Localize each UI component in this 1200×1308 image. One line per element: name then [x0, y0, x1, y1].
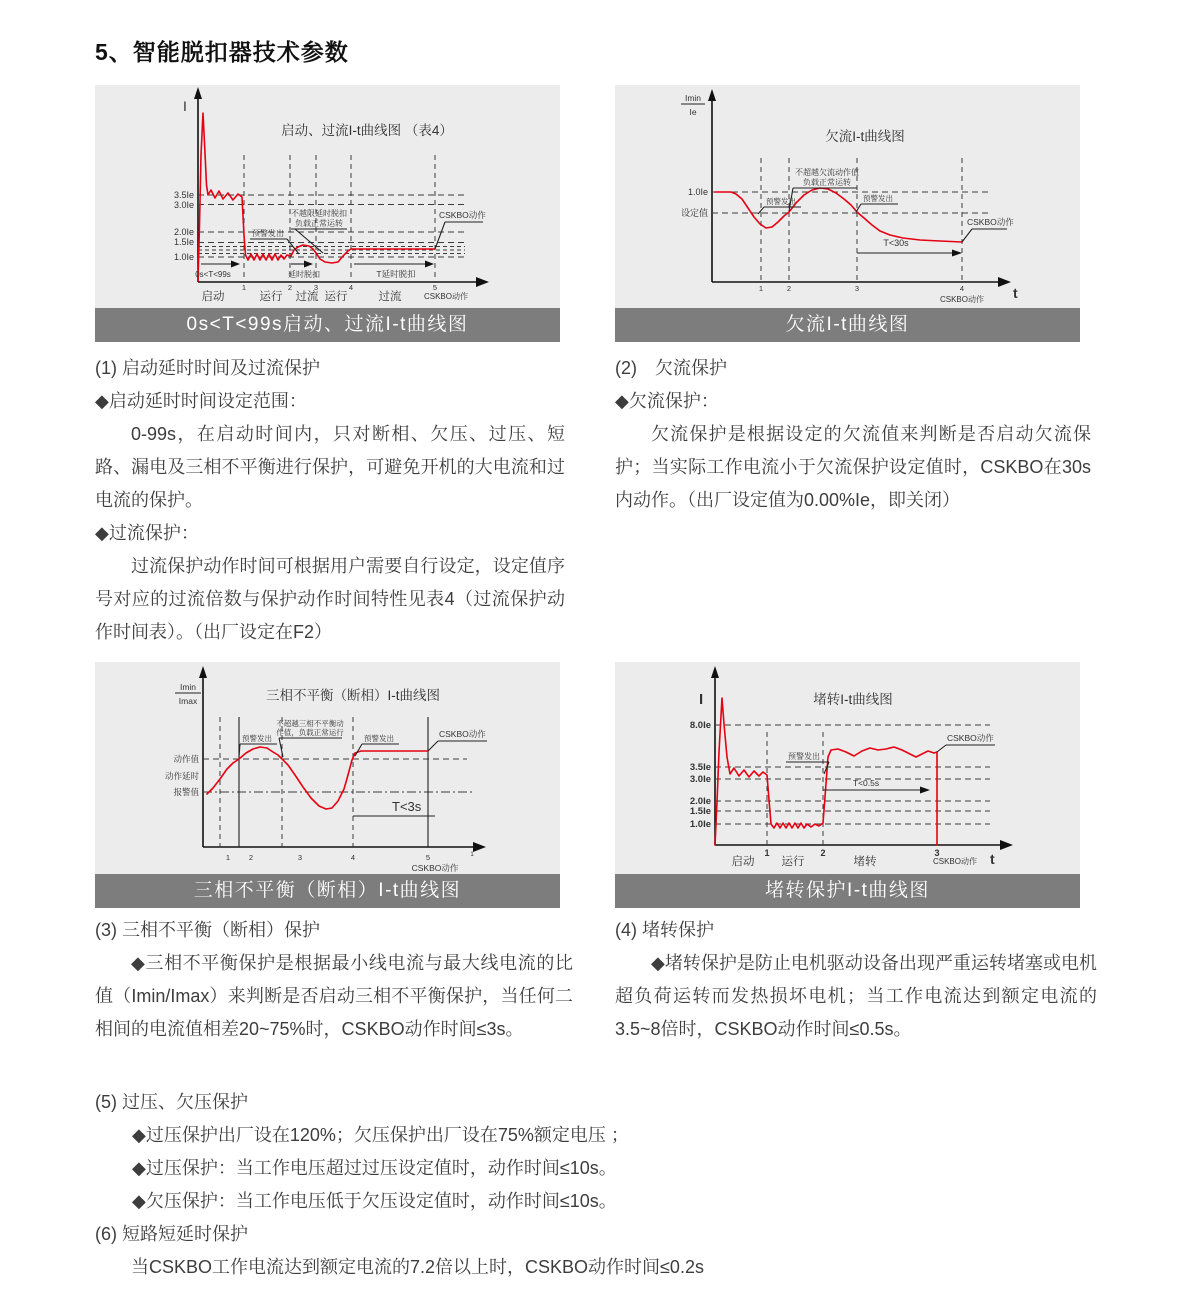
- svg-text:2.0Ie: 2.0Ie: [173, 227, 194, 237]
- cskbo-trip-step: [435, 210, 486, 249]
- section-unbalance: [95, 914, 573, 1046]
- chart-unbalance: [95, 662, 560, 874]
- chart-title: 启动、过流I-t曲线图 （表4）: [281, 123, 453, 138]
- svg-text:作值，负载正常运行: 作值，负载正常运行: [276, 728, 344, 737]
- svg-text:负载正常运转: 负载正常运转: [803, 178, 851, 187]
- svg-text:预警发出: 预警发出: [788, 752, 820, 761]
- x-end-label: CSKBO动作: [411, 863, 459, 873]
- chart-locked-rotor: [615, 662, 1080, 874]
- svg-text:2.0Ie: 2.0Ie: [689, 796, 711, 807]
- chart-caption: 堵转保护I-t曲线图: [615, 874, 1080, 908]
- svg-text:过流: 过流: [378, 291, 402, 303]
- svg-text:1: 1: [758, 284, 764, 293]
- y-axis-label: I: [699, 691, 704, 708]
- section-heading: (5) 过压、欠压保护: [95, 1092, 248, 1112]
- section-voltage-short-circuit: [95, 1086, 1105, 1284]
- svg-text:1.5Ie: 1.5Ie: [173, 237, 194, 247]
- section-paragraph: 当CSKBO工作电流达到额定电流的7.2倍以上时，CSKBO动作时间≤0.2s: [131, 1257, 704, 1277]
- y-axis-fraction: [175, 682, 201, 706]
- time-arrows: [195, 261, 434, 280]
- svg-text:1.5Ie: 1.5Ie: [689, 806, 711, 817]
- svg-text:Imin: Imin: [179, 682, 197, 692]
- chart-caption: 0s<T<99s启动、过流I-t曲线图: [95, 308, 560, 342]
- section-heading: (1) 启动延时时间及过流保护: [95, 358, 320, 378]
- section-heading: (3) 三相不平衡（断相）保护: [95, 920, 320, 940]
- section-subheading: ◆欠流保护：: [615, 391, 719, 411]
- panel-start-overcurrent: [95, 85, 560, 342]
- svg-text:T<3s: T<3s: [392, 799, 422, 814]
- y-tick-labels: [174, 190, 194, 262]
- t-axis-label: t: [1013, 285, 1018, 301]
- svg-text:0s<T<99s: 0s<T<99s: [195, 270, 231, 279]
- section-undercurrent: [615, 352, 1091, 517]
- chart-caption: 欠流I-t曲线图: [615, 308, 1080, 342]
- section-subheading: ◆启动延时时间设定范围：: [95, 391, 307, 411]
- svg-text:预警发出: 预警发出: [252, 229, 284, 238]
- svg-text:1: 1: [764, 848, 770, 858]
- svg-text:T延时脱扣: T延时脱扣: [376, 269, 416, 279]
- svg-text:预警发出: 预警发出: [364, 734, 394, 743]
- cskbo-trip-step: [937, 733, 995, 752]
- svg-text:启动: 启动: [201, 291, 225, 303]
- svg-text:1: 1: [470, 852, 474, 858]
- svg-text:动作值: 动作值: [173, 754, 199, 764]
- section-locked-rotor: [615, 914, 1097, 1046]
- svg-text:报警值: 报警值: [173, 787, 199, 797]
- section-paragraph: ◆三相不平衡保护是根据最小线电流与最大线电流的比值（Imin/Imax）来判断是否启动三相不平衡保护，当任何二相间的电流值相差20~75%时，CSKBO动作时间≤3s。: [95, 953, 573, 1039]
- grid-horizontal: [712, 192, 990, 213]
- svg-text:不超越欠流动作值: 不超越欠流动作值: [795, 168, 859, 177]
- svg-text:设定值: 设定值: [680, 208, 708, 218]
- chart-undercurrent: [615, 85, 1080, 308]
- svg-text:启动: 启动: [731, 856, 755, 868]
- panel-undercurrent: [615, 85, 1080, 342]
- current-curve: [715, 188, 962, 242]
- svg-text:CSKBO动作: CSKBO动作: [439, 210, 486, 220]
- prewarn-annotation-1: [758, 196, 801, 214]
- y-tick-labels: [165, 754, 200, 797]
- x-end-label: CSKBO动作: [939, 295, 985, 304]
- svg-text:Imax: Imax: [178, 696, 198, 706]
- svg-text:CSKBO动作: CSKBO动作: [932, 857, 978, 866]
- svg-text:3.0Ie: 3.0Ie: [173, 200, 194, 210]
- section-heading: (6) 短路短延时保护: [95, 1224, 248, 1244]
- prewarn-annotation-2: [355, 733, 399, 756]
- svg-text:运行: 运行: [324, 291, 348, 303]
- section-bullet: ◆过压保护出厂设在120%；欠压保护出厂设在75%额定电压 ；: [132, 1125, 629, 1145]
- section-heading: (4) 堵转保护: [615, 920, 714, 940]
- svg-text:3.0Ie: 3.0Ie: [689, 774, 711, 785]
- svg-text:预警发出: 预警发出: [766, 197, 796, 206]
- time-annotation: [353, 799, 435, 816]
- panel-locked-rotor: [615, 662, 1080, 908]
- svg-text:Imin: Imin: [684, 93, 702, 103]
- svg-text:负载正常运转: 负载正常运转: [295, 219, 343, 228]
- svg-text:4: 4: [959, 284, 965, 293]
- section-heading: (2) 欠流保护: [615, 358, 727, 378]
- svg-text:T<0.5s: T<0.5s: [852, 778, 880, 788]
- cskbo-trip-step: [962, 217, 1014, 242]
- chart-title: 欠流I-t曲线图: [825, 129, 905, 144]
- svg-text:运行: 运行: [259, 291, 283, 303]
- svg-text:2: 2: [786, 284, 792, 293]
- svg-text:3.5Ie: 3.5Ie: [689, 762, 711, 773]
- section-bullet: ◆欠压保护：当工作电压低于欠压设定值时，动作时间≤10s。: [132, 1191, 617, 1211]
- svg-text:1.0Ie: 1.0Ie: [689, 819, 711, 830]
- svg-text:CSKBO动作: CSKBO动作: [423, 292, 469, 301]
- prewarn-annotation-2: [856, 193, 898, 212]
- svg-text:3: 3: [854, 284, 860, 293]
- svg-text:动作延时: 动作延时: [164, 771, 199, 781]
- section-paragraph: 过流保护动作时间可根据用户需要自行设定，设定值序号对应的过流倍数与保护动作时间特性见表4（过流保护动作时间表）。（出厂设定在F2）: [95, 556, 565, 642]
- svg-text:2: 2: [248, 853, 254, 862]
- svg-text:运行: 运行: [781, 856, 805, 868]
- svg-text:1: 1: [241, 283, 247, 292]
- svg-text:3: 3: [313, 283, 319, 292]
- grid-vertical: [767, 732, 823, 845]
- svg-text:4: 4: [348, 283, 354, 292]
- svg-text:Ie: Ie: [689, 107, 697, 117]
- section-subheading: ◆过流保护：: [95, 523, 199, 543]
- section-start-overcurrent: [95, 352, 565, 649]
- svg-text:不超越三相不平衡动: 不超越三相不平衡动: [276, 719, 344, 728]
- svg-text:预警发出: 预警发出: [242, 734, 272, 743]
- panel-unbalance: [95, 662, 560, 908]
- svg-text:4: 4: [350, 853, 356, 862]
- grid-horizontal: [203, 759, 473, 792]
- time-arrow: [823, 778, 930, 794]
- svg-text:T<30s: T<30s: [883, 238, 909, 248]
- y-tick-labels: [690, 720, 711, 830]
- y-tick-labels: [681, 187, 708, 218]
- t-axis-label: t: [990, 851, 995, 867]
- chart-start-overcurrent: [95, 85, 560, 308]
- cskbo-trip-step: [428, 729, 487, 751]
- current-curve: [715, 698, 937, 845]
- svg-text:延时脱扣: 延时脱扣: [288, 270, 320, 279]
- axes: [708, 89, 1011, 287]
- x-tick-labels: [226, 852, 474, 862]
- svg-text:2: 2: [820, 848, 826, 858]
- section-paragraph: 0-99s，在启动时间内，只对断相、欠压、过压、短路、漏电及三相不平衡进行保护，可避免开机的大电流和过电流的保护。: [95, 424, 565, 510]
- grid-vertical: [761, 158, 962, 282]
- chart-title: 三相不平衡（断相）I-t曲线图: [266, 688, 440, 703]
- svg-text:1.0Ie: 1.0Ie: [687, 187, 708, 197]
- section-paragraph: ◆堵转保护是防止电机驱动设备出现严重运转堵塞或电机超负荷运转而发热损坏电机；当工作电流达到额定电流的3.5~8倍时，CSKBO动作时间≤0.5s。: [615, 953, 1097, 1039]
- svg-text:不越限延时脱扣: 不越限延时脱扣: [291, 209, 347, 218]
- svg-text:2: 2: [287, 283, 293, 292]
- chart-title: 堵转I-t曲线图: [813, 692, 893, 707]
- svg-text:CSKBO动作: CSKBO动作: [967, 217, 1014, 227]
- chart-caption: 三相不平衡（断相）I-t曲线图: [95, 874, 560, 908]
- x-tick-labels: [759, 284, 964, 293]
- svg-text:8.0Ie: 8.0Ie: [689, 720, 711, 731]
- svg-text:1.0Ie: 1.0Ie: [173, 252, 194, 262]
- y-axis-fraction: [681, 93, 705, 117]
- svg-text:CSKBO动作: CSKBO动作: [947, 733, 994, 743]
- svg-text:3: 3: [934, 848, 940, 858]
- svg-text:预警发出: 预警发出: [863, 194, 893, 203]
- svg-text:CSKBO动作: CSKBO动作: [439, 729, 486, 739]
- no-trip-annotation: [276, 718, 344, 757]
- page-title: 5、智能脱扣器技术参数: [95, 39, 349, 65]
- svg-text:过流: 过流: [295, 291, 319, 303]
- svg-text:5: 5: [432, 283, 438, 292]
- svg-text:3.5Ie: 3.5Ie: [173, 190, 194, 200]
- section-paragraph: 欠流保护是根据设定的欠流值来判断是否启动欠流保护；当实际工作电流小于欠流保护设定值时，CSKBO在30s内动作。（出厂设定值为0.00%Ie，即关闭）: [615, 424, 1091, 510]
- y-axis-label: I: [183, 98, 187, 114]
- section-bullet: ◆过压保护：当工作电压超过过压设定值时，动作时间≤10s。: [132, 1158, 617, 1178]
- svg-text:5: 5: [425, 853, 431, 862]
- svg-text:1: 1: [225, 853, 231, 862]
- svg-text:3: 3: [297, 853, 303, 862]
- svg-text:堵转: 堵转: [853, 856, 877, 868]
